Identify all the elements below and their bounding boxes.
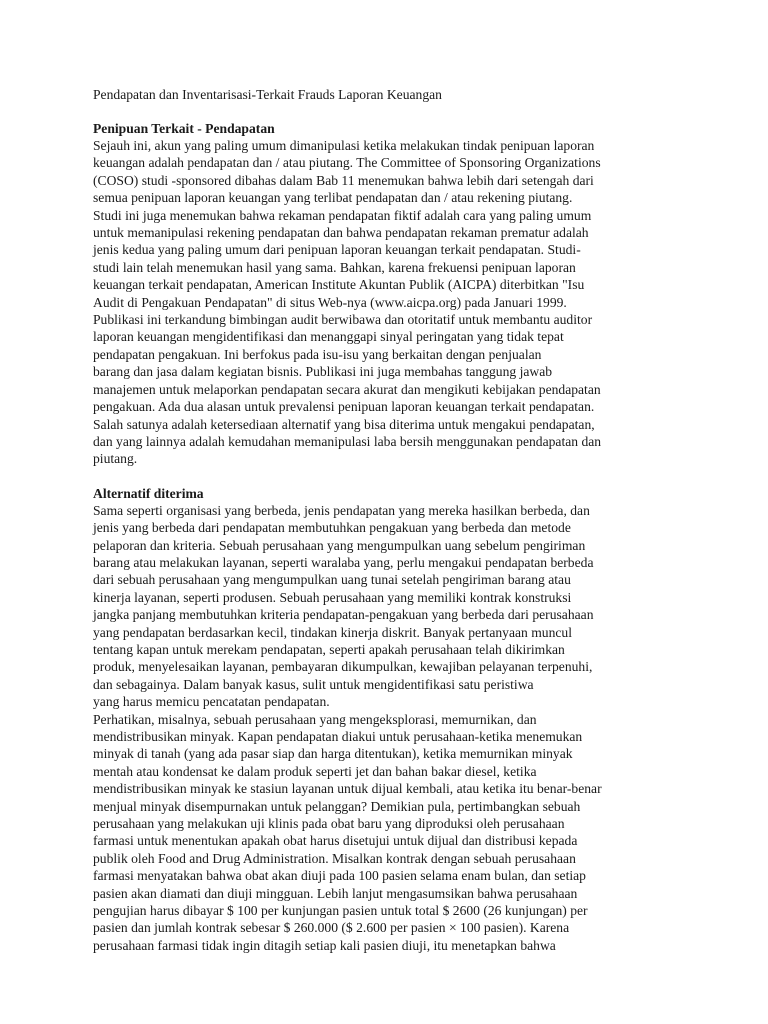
text-line: publik oleh Food and Drug Administration. Misalkan kontrak dengan sebuah perusahaan [93,850,576,866]
text-line: barang atau melakukan layanan, seperti waralaba yang, perlu mengakui pendapatan berbeda [93,554,594,570]
text-line: manajemen untuk melaporkan pendapatan secara akurat dan mengikuti kebijakan pendapatan [93,381,601,397]
text-line: mentah atau kondensat ke dalam produk seperti jet dan bahan bakar diesel, ketika [93,763,537,779]
text-line: menjual minyak disempurnakan untuk pelanggan? Demikian pula, pertimbangkan sebuah [93,798,581,814]
text-line: jangka panjang membutuhkan kriteria pendapatan-pengakuan yang berbeda dari perusahaan [93,607,594,623]
section-body-alternatif [93,502,728,955]
text-line: farmasi untuk menentukan apakah obat harus disetujui untuk dijual dan distribusi kepada [93,833,578,849]
text-line: jenis yang berbeda dari pendapatan membutuhkan pengakuan yang berbeda dan metode [93,520,571,536]
text-line: Studi ini juga menemukan bahwa rekaman pendapatan fiktif adalah cara yang paling umum [93,207,592,223]
text-line: barang dan jasa dalam kegiatan bisnis. Publikasi ini juga membahas tanggung jawab [93,364,553,380]
text-line: dari sebuah perusahaan yang mengumpulkan uang tunai setelah pengiriman barang atau [93,572,571,588]
text-line: studi lain telah menemukan hasil yang sama. Bahkan, karena frekuensi penipuan laporan [93,259,576,275]
text-line: keuangan terkait pendapatan, American Institute Akuntan Publik (AICPA) diterbitkan "Isu [93,277,585,293]
text-line: pengakuan. Ada dua alasan untuk prevalensi penipuan laporan keuangan terkait pendapatan. [93,399,595,415]
section-spacer [93,468,728,485]
text-line: Sejauh ini, akun yang paling umum dimanipulasi ketika melakukan tindak penipuan laporan [93,138,595,153]
text-line: Perhatikan, misalnya, sebuah perusahaan yang mengeksplorasi, memurnikan, dan [93,711,537,727]
text-line: minyak di tanah (yang ada pasar siap dan harga ditentukan), ketika memurnikan minyak [93,746,573,762]
text-line: yang pendapatan berdasarkan kecil, tindakan kinerja diskrit. Banyak pertanyaan muncul [93,624,573,640]
text-line: semua penipuan laporan keuangan yang terlibat pendapatan dan / atau rekening piutang. [93,190,573,206]
text-line: tentang kapan untuk merekam pendapatan, seperti apakah perusahaan telah dikirimkan [93,641,565,657]
section-heading-penipuan: Penipuan Terkait - Pendapatan [93,121,275,136]
document-title: Pendapatan dan Inventarisasi-Terkait Frauds Laporan Keuangan [93,87,442,102]
text-line: pasien akan diamati dan diuji mingguan. Lebih lanjut mengasumsikan bahwa perusahaan [93,885,578,901]
text-line: farmasi menyatakan bahwa obat akan diuji pada 100 pasien selama enam bulan, dan setiap [93,868,586,884]
text-line: untuk memanipulasi rekening pendapatan dan bahwa pendapatan rekaman prematur adalah [93,225,589,241]
text-line: mendistribusikan minyak. Kapan pendapatan diakui untuk perusahaan-ketika menemukan [93,729,583,744]
text-line: produk, menyelesaikan layanan, pembayaran dikumpulkan, kewajiban pelayanan terpenuhi, [93,659,593,675]
text-line: mendistribusikan minyak ke stasiun layanan untuk dijual kembali, atau ketika itu benar-benar [93,781,602,797]
text-line: Publikasi ini terkandung bimbingan audit berwibawa dan otoritatif untuk membantu auditor [93,312,593,328]
text-line: dan sebagainya. Dalam banyak kasus, sulit untuk mengidentifikasi satu peristiwa [93,676,534,692]
text-line: pasien dan jumlah kontrak sebesar $ 260.000 ($ 2.600 per pasien × 100 pasien). Karena [93,920,570,936]
section-body-penipuan [93,137,728,468]
section-heading-alternatif: Alternatif diterima [93,485,204,501]
text-line: kinerja layanan, seperti produsen. Sebuah perusahaan yang memiliki kontrak konstruksi [93,589,572,605]
text-line: yang harus memicu pencatatan pendapatan. [93,694,330,710]
text-line: perusahaan yang melakukan uji klinis pada obat baru yang diproduksi oleh perusahaan [93,816,565,832]
text-line: keuangan adalah pendapatan dan / atau piutang. The Committee of Sponsoring Organizations [93,155,601,171]
text-line: Sama seperti organisasi yang berbeda, jenis pendapatan yang mereka hasilkan berbeda, dan [93,502,590,518]
text-line: dan yang lainnya adalah kemudahan memanipulasi laba bersih menggunakan pendapatan dan [93,433,602,449]
text-line: pengujian harus dibayar $ 100 per kunjungan pasien untuk total $ 2600 (26 kunjungan) per [93,903,588,919]
text-line: pelaporan dan kriteria. Sebuah perusahaan yang mengumpulkan uang sebelum pengiriman [93,537,586,553]
text-line: laporan keuangan mengidentifikasi dan menanggapi sinyal peringatan yang tidak tepat [93,329,564,345]
text-line: Audit di Pengakuan Pendapatan" di situs Web-nya (www.aicpa.org) pada Januari 1999. [93,294,567,310]
text-line: pendapatan pengakuan. Ini berfokus pada isu-isu yang berkaitan dengan penjualan [93,346,542,362]
text-line: (COSO) studi -sponsored dibahas dalam Bab 11 menemukan bahwa lebih dari setengah dari [93,172,594,188]
text-line: piutang. [93,451,138,467]
text-line: jenis kedua yang paling umum dari penipuan laporan keuangan terkait pendapatan. Studi- [93,242,581,258]
text-line: Salah satunya adalah ketersediaan alternatif yang bisa diterima untuk mengakui pendapatan, [93,416,595,432]
text-line: perusahaan farmasi tidak ingin ditagih setiap kali pasien diuji, itu menetapkan bahwa [93,937,556,953]
